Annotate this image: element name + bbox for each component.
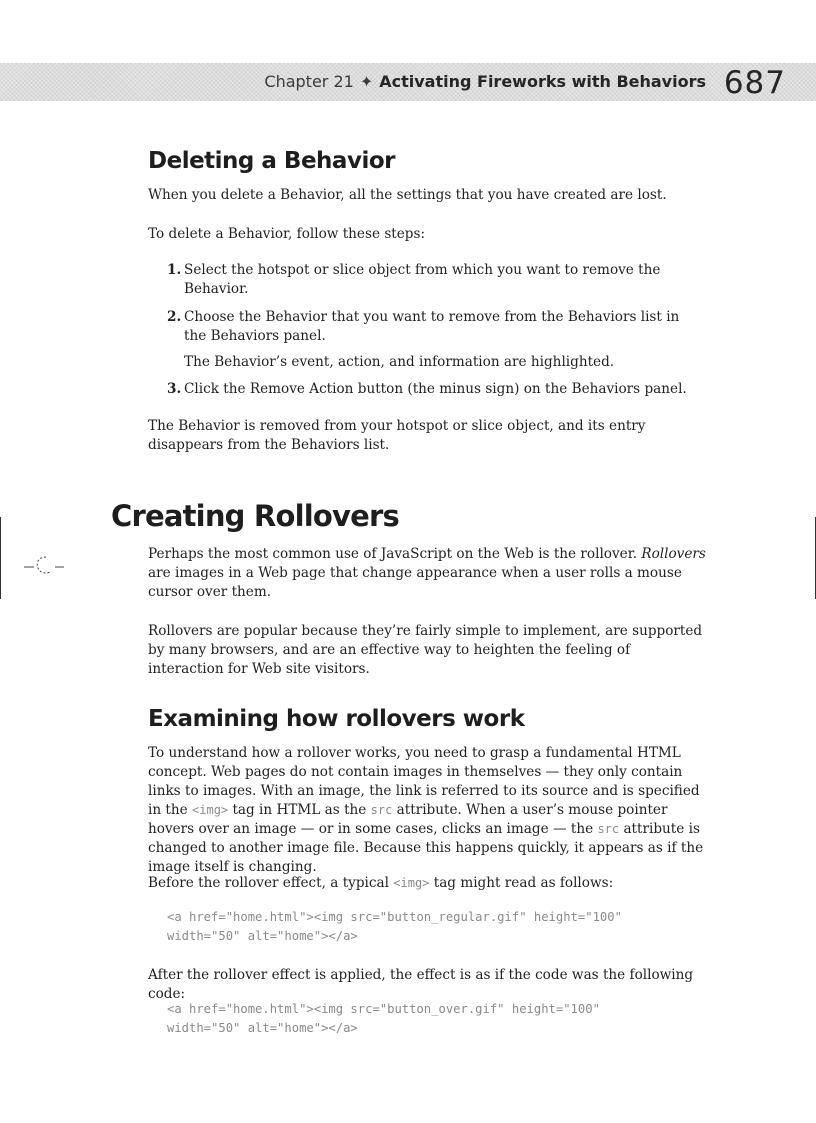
step-text: Select the hotspot or slice object from which you want to remove the Behavior. — [184, 262, 661, 297]
heading-deleting-behavior: Deleting a Behavior — [148, 148, 395, 174]
running-head — [0, 63, 816, 101]
code-src-attribute: src — [597, 822, 620, 836]
step-number: 3. — [167, 381, 182, 397]
diamond-separator-icon: ✦ — [359, 72, 374, 91]
code-img-tag: <img> — [393, 876, 430, 890]
step-3 — [167, 380, 707, 399]
term-rollovers: Rollovers — [641, 546, 706, 562]
rollovers-paragraph-1: Perhaps the most common use of JavaScript on the Web is the rollover. Rollovers are images in a Web page that change appearance when a user rolls a mouse cursor over them. — [148, 546, 706, 600]
step-number: 1. — [167, 262, 182, 278]
examining-paragraph-3: After the rollover effect is applied, the effect is as if the code was the following code: — [148, 967, 694, 1002]
code-img-tag: <img> — [192, 803, 229, 817]
chapter-label: Chapter 21 — [264, 72, 354, 91]
deleting-intro: When you delete a Behavior, all the settings that you have created are lost. — [148, 187, 667, 203]
step-2 — [167, 308, 707, 346]
heading-creating-rollovers: Creating Rollovers — [111, 499, 399, 533]
code-block-before: <a href="home.html"><img src="button_regular.gif" height="100" width="50" alt="home"></a> — [167, 910, 622, 943]
running-head-text — [264, 72, 706, 91]
examining-paragraph-1: To understand how a rollover works, you need to grasp a fundamental HTML concept. Web pages do not contain images in themselves — they only contain links to images. With an image, the link is referred to its source and is specified in the <img> tag in HTML as the src attribute. When a user’s mouse pointer hovers over an image — or in some cases, clicks an image — the src attribute is changed to another image file. Because this happens quickly, it appears as if the image itself is changing. — [148, 745, 704, 875]
step-number: 2. — [167, 309, 182, 325]
chapter-title: Activating Fireworks with Behaviors — [379, 72, 706, 91]
examining-paragraph-2: Before the rollover effect, a typical <img> tag might read as follows: — [148, 875, 614, 891]
new-feature-icon — [24, 552, 66, 578]
heading-examining-rollovers: Examining how rollovers work — [148, 706, 525, 732]
step-2-note: The Behavior’s event, action, and information are highlighted. — [184, 354, 615, 370]
rollovers-paragraph-2: Rollovers are popular because they’re fairly simple to implement, are supported by many browsers, and are an effective way to heighten the feeling of interaction for Web site visitors. — [148, 623, 703, 677]
deleting-lead: To delete a Behavior, follow these steps: — [148, 226, 426, 242]
deleting-outro: The Behavior is removed from your hotspot or slice object, and its entry disappears from the Behaviors list. — [148, 418, 646, 453]
margin-rule-left — [0, 517, 1, 599]
step-1 — [167, 261, 707, 299]
code-block-after: <a href="home.html"><img src="button_over.gif" height="100" width="50" alt="home"></a> — [167, 1002, 600, 1035]
step-text: Click the Remove Action button (the minus sign) on the Behaviors panel. — [184, 381, 687, 397]
code-src-attribute: src — [370, 803, 393, 817]
page-number: 687 — [723, 65, 786, 101]
step-text: Choose the Behavior that you want to remove from the Behaviors list in the Behaviors panel. — [184, 309, 680, 344]
